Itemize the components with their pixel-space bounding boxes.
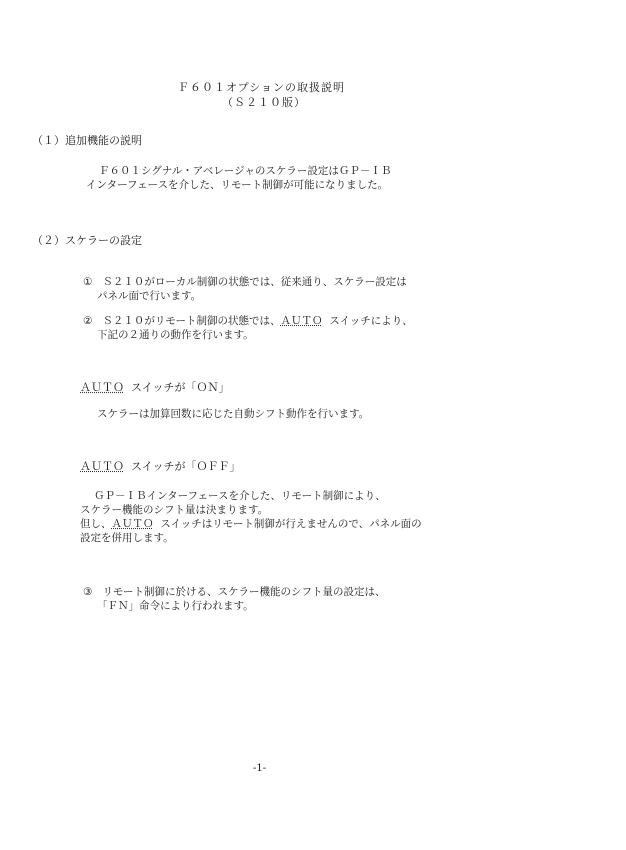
section2-heading: （２）スケラーの設定 bbox=[32, 234, 142, 247]
auto-off-line-3 bbox=[80, 517, 422, 531]
item2-line-2: 下記の２通りの動作を行います。 bbox=[97, 329, 254, 341]
auto-off-line-2: スケラー機能のシフト量は決まります。 bbox=[80, 504, 269, 516]
section1-body-line-1: Ｆ６０１シグナル・アベレージャのスケラー設定はＧＰ－ＩＢ bbox=[99, 165, 392, 177]
document-subtitle: （Ｓ２１０版） bbox=[222, 96, 306, 109]
item1-line-1 bbox=[83, 275, 407, 289]
item2-line-1 bbox=[83, 314, 413, 328]
auto-off-switch-label: ＡＵＴＯ bbox=[80, 460, 124, 473]
item1-line-2: パネル面で行います。 bbox=[97, 290, 202, 302]
item3-marker: ③ bbox=[83, 586, 93, 598]
auto-off-line3-prefix: 但し、 bbox=[80, 518, 112, 530]
auto-on-heading-rest: スイッチが「ＯＮ」 bbox=[131, 381, 230, 394]
auto-on-switch-label: ＡＵＴＯ bbox=[80, 381, 124, 394]
item2-marker: ② bbox=[83, 315, 93, 327]
auto-off-heading bbox=[80, 460, 241, 474]
auto-off-line-4: 設定を併用します。 bbox=[80, 532, 174, 544]
auto-on-body: スケラーは加算回数に応じた自動シフト動作を行います。 bbox=[97, 408, 370, 420]
auto-on-heading bbox=[80, 381, 230, 395]
item3-text-1: リモート制御に於ける、スケラー機能のシフト量の設定は、 bbox=[102, 586, 386, 598]
auto-off-heading-rest: スイッチが「ＯＦＦ」 bbox=[131, 460, 241, 473]
document-title: Ｆ６０１オプションの取扱説明 bbox=[178, 81, 346, 94]
item1-marker: ① bbox=[83, 276, 93, 288]
item3-line-2: 「ＦＮ」命令により行われます。 bbox=[97, 600, 254, 612]
auto-switch-label: ＡＵＴＯ bbox=[280, 315, 323, 327]
item2-text-suffix: スイッチにより、 bbox=[329, 315, 413, 327]
section1-heading: （１）追加機能の説明 bbox=[32, 134, 142, 147]
auto-off-line3-suffix: スイッチはリモート制御が行えませんので、パネル面の bbox=[160, 518, 422, 530]
section1-body-line-2: インターフェースを介した、リモート制御が可能になりました。 bbox=[86, 179, 389, 191]
page-number: -1- bbox=[253, 763, 267, 774]
item2-text-prefix: Ｓ２１０がリモート制御の状態では、 bbox=[102, 315, 281, 327]
auto-off-line-1: ＧＰ－ＩＢインターフェースを介した、リモート制御により、 bbox=[94, 490, 386, 502]
item3-line-1 bbox=[83, 585, 386, 599]
item1-text-1: Ｓ２１０がローカル制御の状態では、従来通り、スケラー設定は bbox=[102, 276, 407, 288]
auto-off-line3-switch: ＡＵＴＯ bbox=[111, 518, 154, 530]
